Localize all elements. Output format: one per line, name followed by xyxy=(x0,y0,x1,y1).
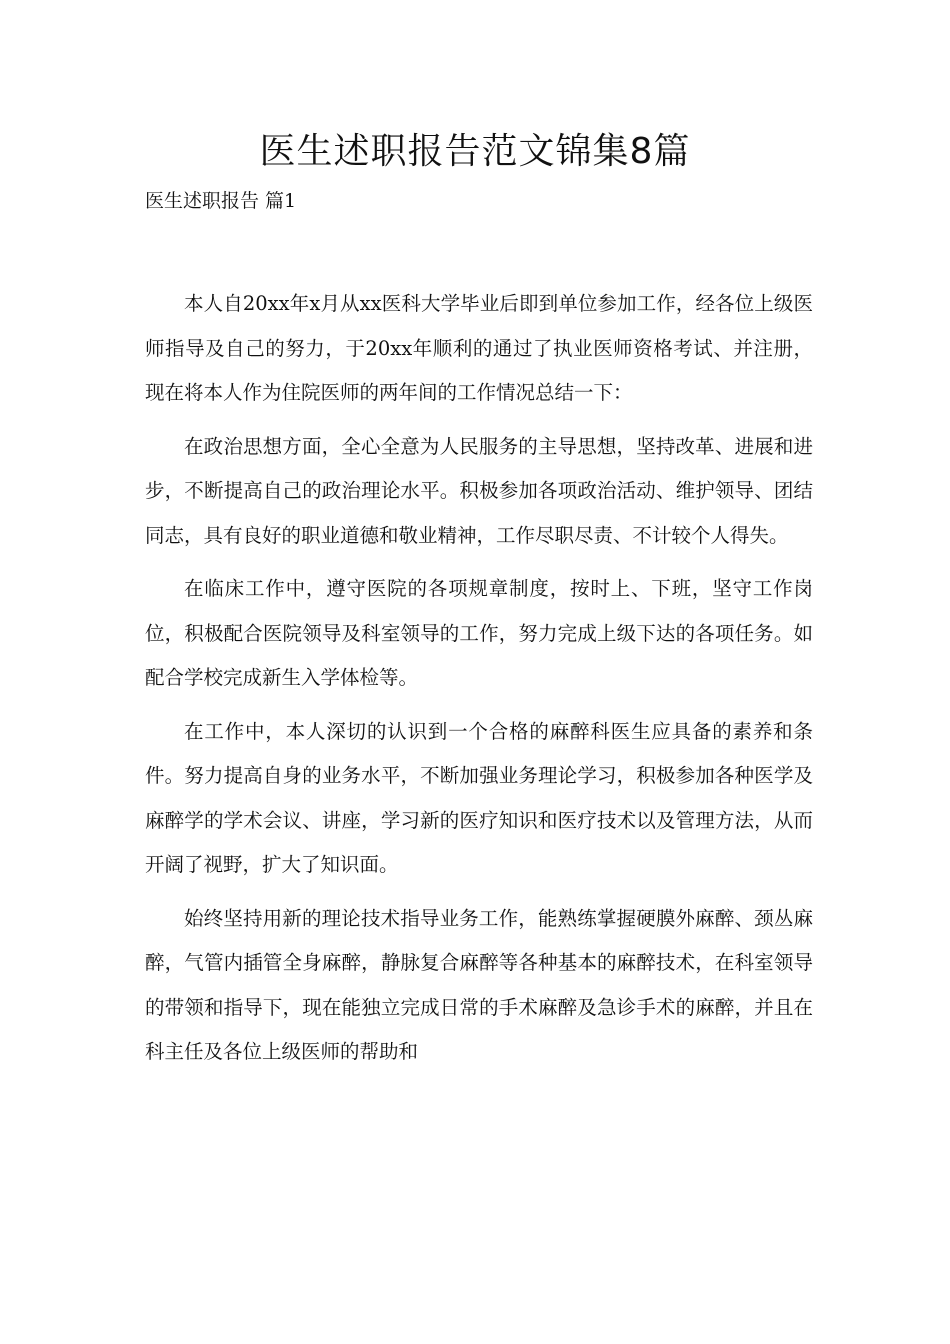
paragraph: 在临床工作中，遵守医院的各项规章制度，按时上、下班，坚守工作岗位，积极配合医院领导及科室领导的工作，努力完成上级下达的各项任务。如配合学校完成新生入学体检等。 xyxy=(145,577,813,689)
section-heading: 医生述职报告 篇1 xyxy=(145,190,297,212)
document-title: 医生述职报告范文锦集8篇 xyxy=(259,131,691,172)
paragraph: 在工作中，本人深切的认识到一个合格的麻醉科医生应具备的素养和条件。努力提高自身的业务水平，不断加强业务理论学习，积极参加各种医学及麻醉学的学术会议、讲座，学习新的医疗知识和医疗技术以及管理方法，从而开阔了视野，扩大了知识面。 xyxy=(145,719,813,876)
paragraph: 始终坚持用新的理论技术指导业务工作，能熟练掌握硬膜外麻醉、颈丛麻醉，气管内插管全身麻醉，静脉复合麻醉等各种基本的麻醉技术，在科室领导的带领和指导下，现在能独立完成日常的手术麻醉及急诊手术的麻醉，并且在科主任及各位上级医师的帮助和 xyxy=(145,906,813,1063)
document-body xyxy=(145,282,813,1075)
paragraph: 本人自20xx年x月从xx医科大学毕业后即到单位参加工作，经各位上级医师指导及自己的努力，于20xx年顺利的通过了执业医师资格考试、并注册，现在将本人作为住院医师的两年间的工作情况总结一下： xyxy=(145,292,813,404)
paragraph: 在政治思想方面，全心全意为人民服务的主导思想，坚持改革、进展和进步，不断提高自己的政治理论水平。积极参加各项政治活动、维护领导、团结同志，具有良好的职业道德和敬业精神，工作尽职尽责、不计较个人得失。 xyxy=(145,434,813,547)
